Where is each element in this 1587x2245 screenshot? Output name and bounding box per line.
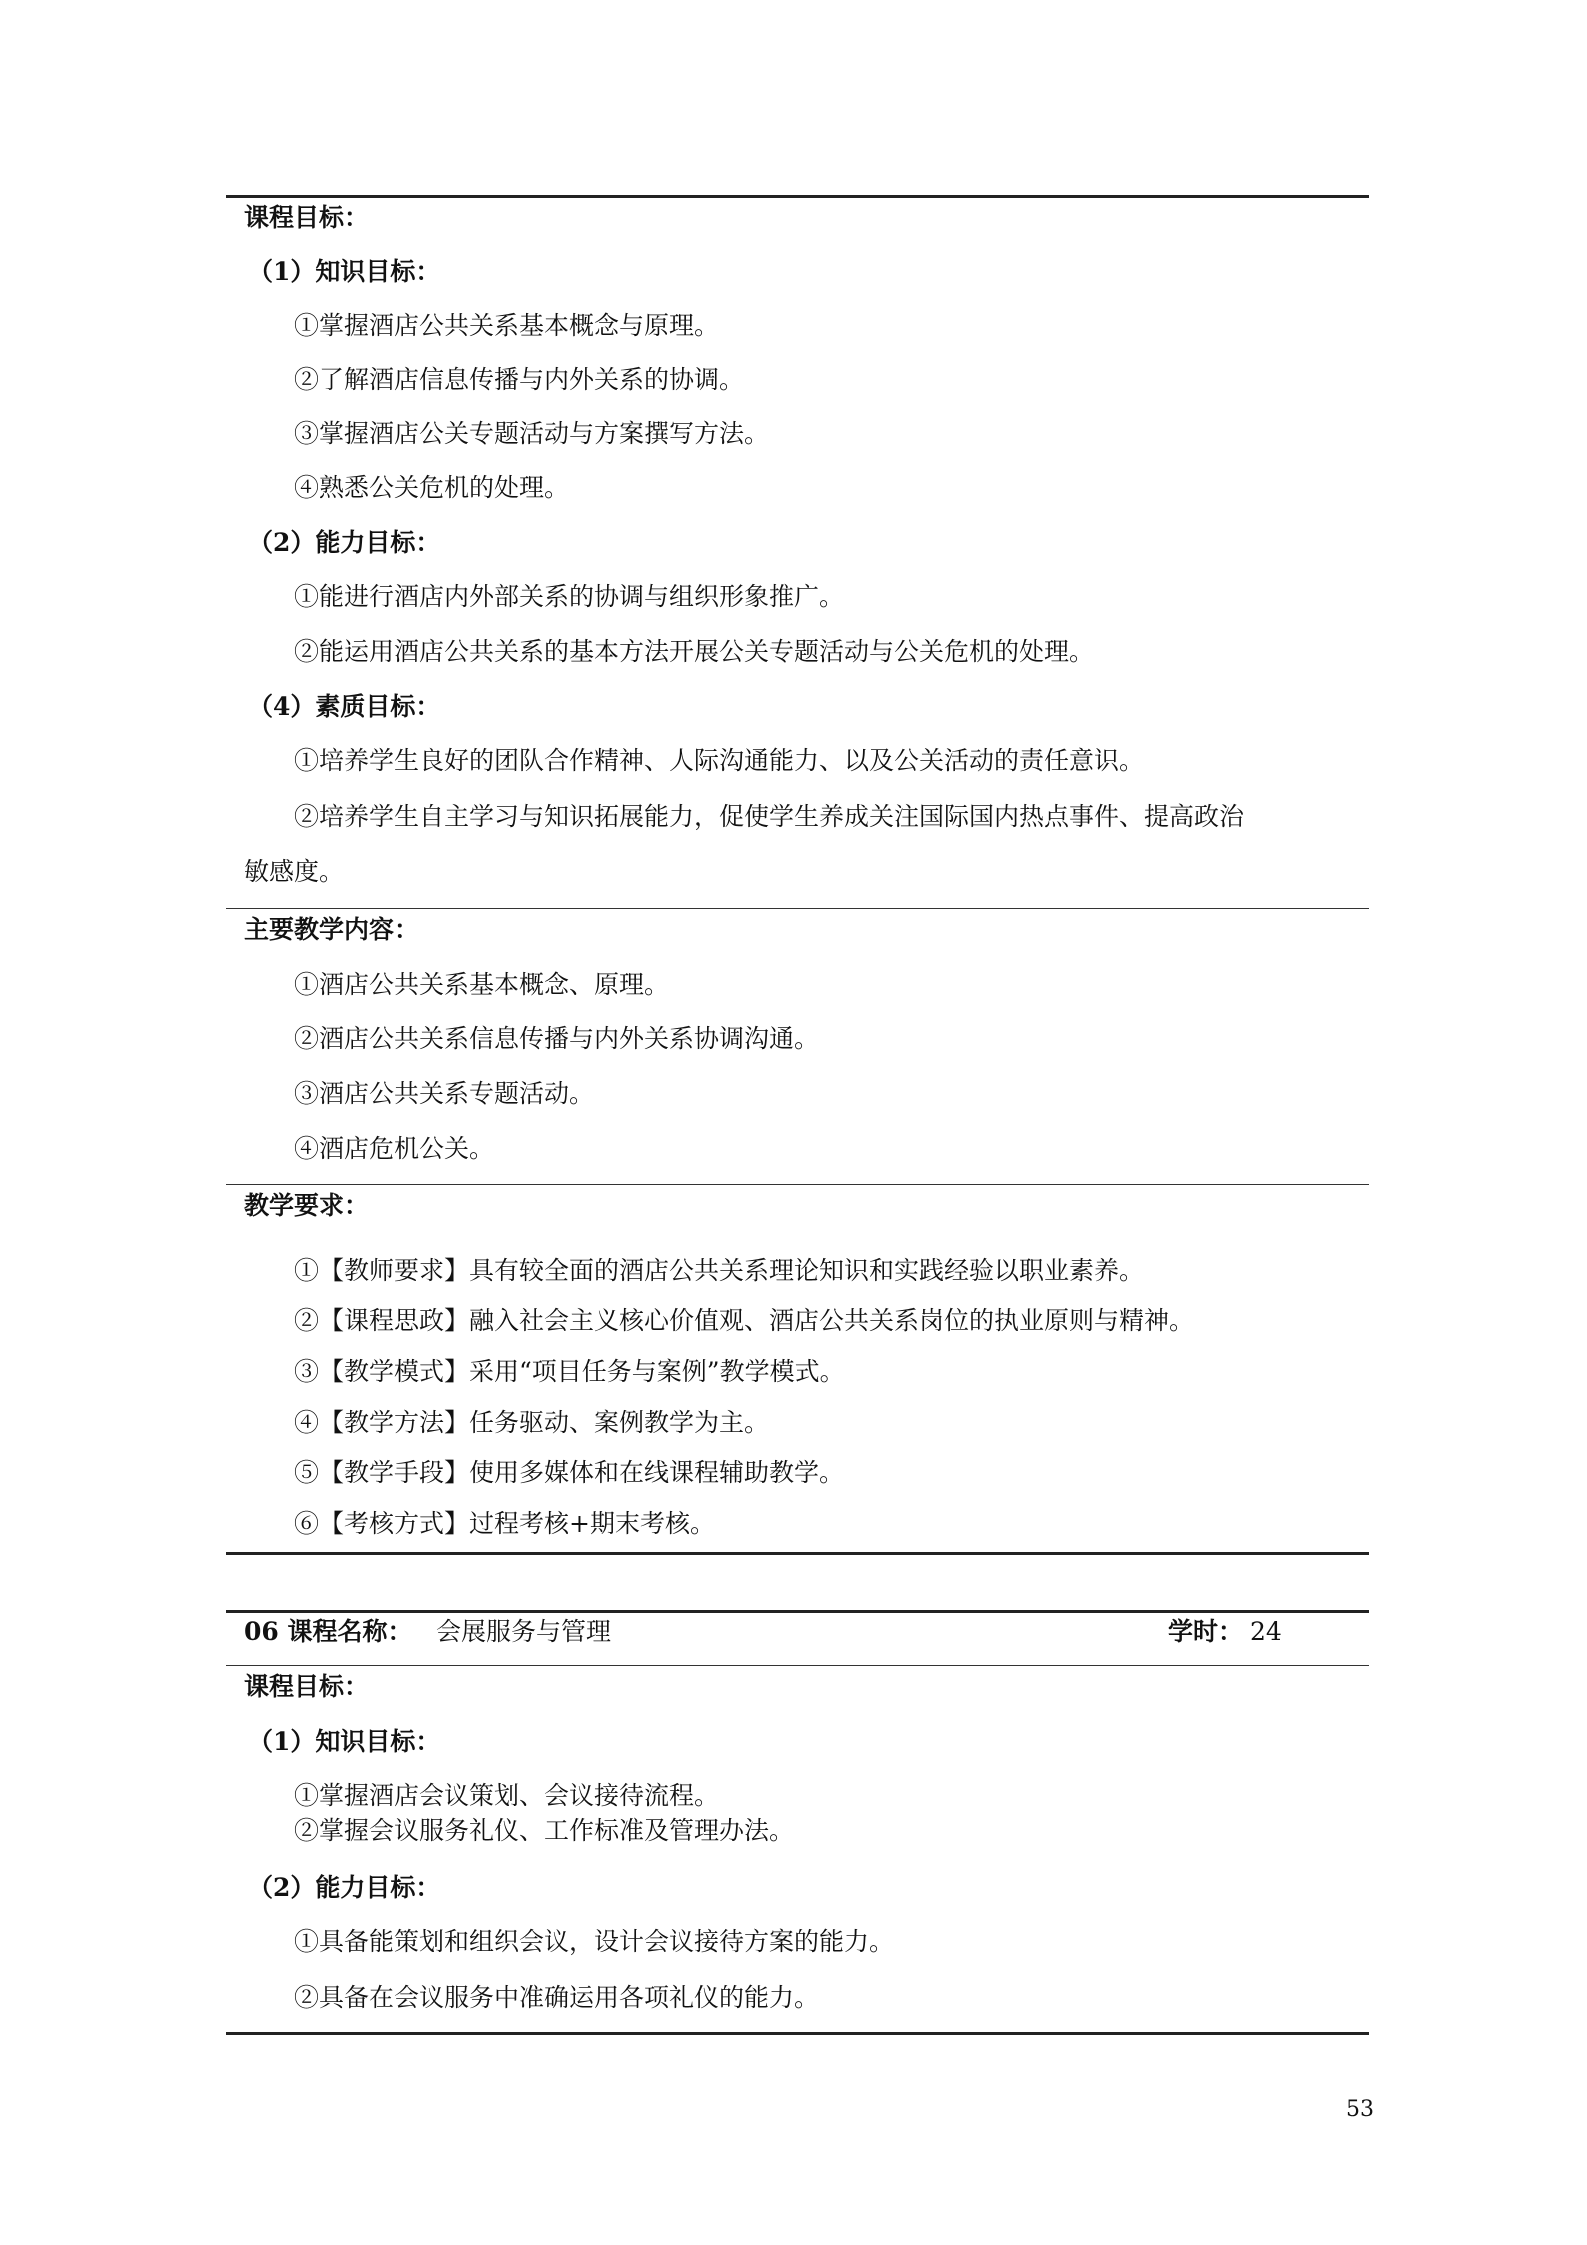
row-divider [226,1665,1369,1666]
row-divider [226,908,1369,909]
list-item: ⑤【教学手段】使用多媒体和在线课程辅助教学。 [294,1458,845,1487]
list-item: ②掌握会议服务礼仪、工作标准及管理办法。 [294,1816,795,1845]
goals-title: 课程目标： [244,203,370,232]
requirements-title: 教学要求： [244,1191,370,1220]
table-top-border [226,1610,1369,1613]
table-bottom-border [226,2032,1369,2035]
ability-goals-title: （2）能力目标： [248,528,441,557]
list-item: ①掌握酒店公共关系基本概念与原理。 [294,311,720,340]
list-item: ②了解酒店信息传播与内外关系的协调。 [294,365,745,394]
list-item: ①具备能策划和组织会议，设计会议接待方案的能力。 [294,1927,895,1956]
list-item: ①【教师要求】具有较全面的酒店公共关系理论知识和实践经验以职业素养。 [294,1256,1145,1285]
table-top-border [226,195,1369,198]
list-item: ②具备在会议服务中准确运用各项礼仪的能力。 [294,1983,820,2012]
table-bottom-border [226,1552,1369,1555]
list-item: ②酒店公共关系信息传播与内外关系协调沟通。 [294,1024,820,1053]
list-item: ③【教学模式】采用“项目任务与案例”教学模式。 [294,1357,845,1386]
hours-value: 24 [1250,1617,1282,1646]
list-item: ①培养学生良好的团队合作精神、人际沟通能力、以及公关活动的责任意识。 [294,746,1145,775]
list-item-wrap: 敏感度。 [244,857,345,886]
page-number: 53 [1346,2097,1374,2122]
list-item: ③掌握酒店公关专题活动与方案撰写方法。 [294,419,770,448]
knowledge-goals-title: （1）知识目标： [248,1727,441,1756]
list-item: ①酒店公共关系基本概念、原理。 [294,970,670,999]
course-name-label: 06 课程名称： [244,1617,413,1646]
list-item: ②能运用酒店公共关系的基本方法开展公关专题活动与公关危机的处理。 [294,637,1095,666]
hours-label: 学时： [1168,1617,1244,1646]
list-item: ⑥【考核方式】过程考核+期末考核。 [294,1509,715,1538]
list-item: ②【课程思政】融入社会主义核心价值观、酒店公共关系岗位的执业原则与精神。 [294,1306,1195,1335]
quality-goals-title: （4）素质目标： [248,692,441,721]
knowledge-goals-title: （1）知识目标： [248,257,441,286]
list-item: ①掌握酒店会议策划、会议接待流程。 [294,1781,720,1810]
content-title: 主要教学内容： [244,915,420,944]
list-item: ③酒店公共关系专题活动。 [294,1079,595,1108]
list-item: ②培养学生自主学习与知识拓展能力，促使学生养成关注国际国内热点事件、提高政治 [294,802,1245,831]
list-item: ①能进行酒店内外部关系的协调与组织形象推广。 [294,582,845,611]
list-item: ④熟悉公关危机的处理。 [294,473,570,502]
goals-title: 课程目标： [244,1672,370,1701]
ability-goals-title: （2）能力目标： [248,1873,441,1902]
course-name-value: 会展服务与管理 [436,1617,612,1646]
list-item: ④酒店危机公关。 [294,1134,495,1163]
row-divider [226,1184,1369,1185]
list-item: ④【教学方法】任务驱动、案例教学为主。 [294,1408,770,1437]
